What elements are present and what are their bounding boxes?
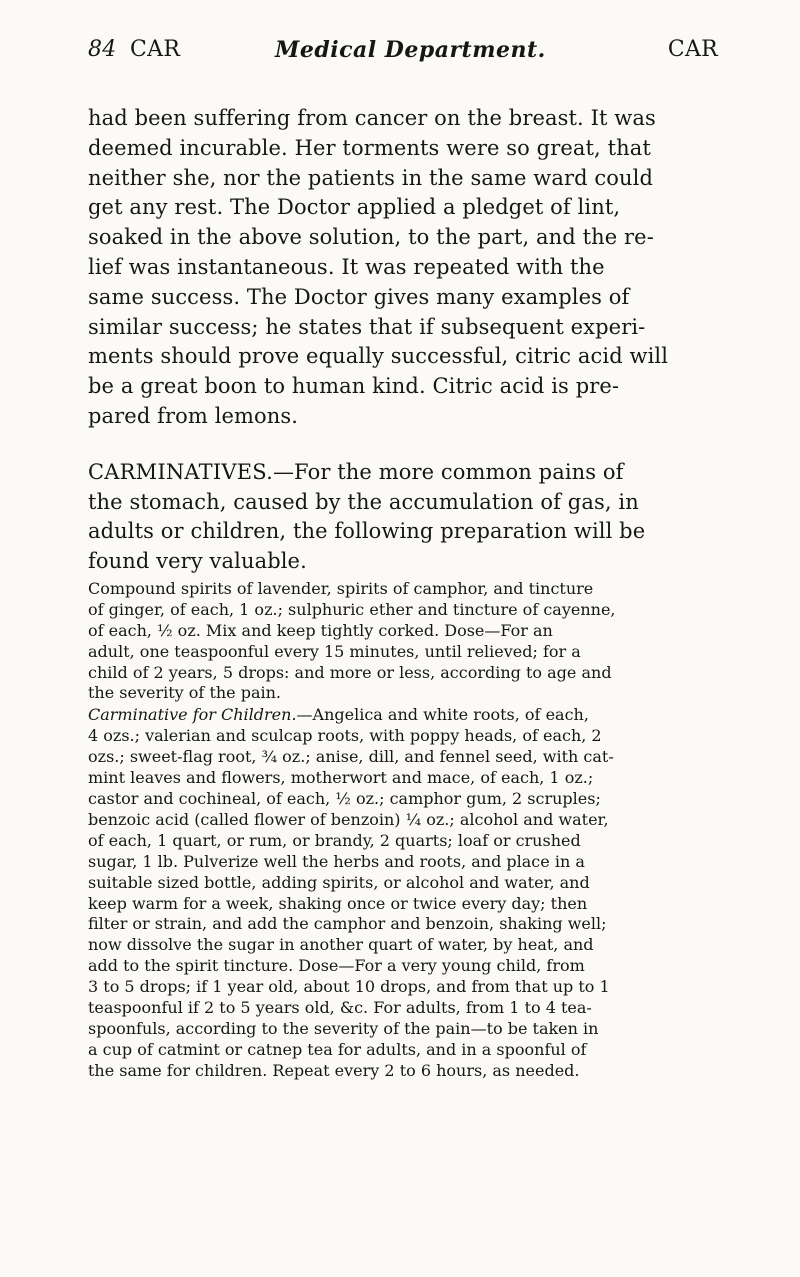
carminatives-first-line — [88, 458, 718, 488]
text-line: similar success; he states that if subsequent experi- — [88, 314, 646, 339]
text-line: of ginger, of each, 1 oz.; sulphuric ether and tincture of cayenne, — [88, 599, 616, 619]
text-line: pared from lemons. — [88, 403, 299, 428]
text-line: ments should prove equally successful, citric acid will — [88, 344, 669, 369]
text-line: filter or strain, and add the camphor and benzoin, shaking well; — [88, 914, 607, 934]
carminative-for-children-paragraph — [88, 705, 718, 1081]
text-line: soaked in the above solution, to the part, and the re- — [88, 225, 654, 250]
carminatives-heading-rest: —For the more common pains of — [272, 459, 624, 484]
text-line: keep warm for a week, shaking once or twice every day; then — [88, 893, 588, 913]
text-line: suitable sized bottle, adding spirits, or alcohol and water, and — [88, 872, 590, 892]
running-head-title: Medical Department. — [275, 37, 546, 63]
text-line: mint leaves and flowers, motherwort and mace, of each, 1 oz.; — [88, 768, 594, 788]
text-line: the stomach, caused by the accumulation of gas, in — [88, 489, 639, 514]
running-head-right-word: CAR — [667, 37, 718, 62]
running-head-left-word: CAR — [130, 37, 181, 62]
text-line: now dissolve the sugar in another quart of water, by heat, and — [88, 935, 594, 955]
text-line: the severity of the pain. — [88, 683, 282, 703]
text-line: had been suffering from cancer on the breast. It was — [88, 106, 656, 130]
text-line: a cup of catmint or catnep tea for adults, and in a spoonful of — [88, 1039, 587, 1059]
text-line: ozs.; sweet-flag root, ¾ oz.; anise, dill, and fennel seed, with cat- — [88, 747, 614, 767]
text-line: sugar, 1 lb. Pulverize well the herbs and roots, and place in a — [88, 851, 585, 871]
cancer-paragraph — [88, 104, 718, 432]
text-line: of each, 1 quart, or rum, or brandy, 2 quarts; loaf or crushed — [88, 830, 581, 850]
text-line: adult, one teaspoonful every 15 minutes, until relieved; for a — [88, 641, 581, 661]
text-line: benzoic acid (called flower of benzoin) ¼ oz.; alcohol and water, — [88, 809, 609, 829]
text-line: Compound spirits of lavender, spirits of camphor, and tincture — [88, 578, 594, 598]
children-heading-rest: —Angelica and white roots, of each, — [296, 705, 589, 725]
text-line: found very valuable. — [88, 549, 307, 574]
running-head — [88, 33, 718, 67]
text-line: same success. The Doctor gives many examples of — [88, 284, 630, 309]
text-line: of each, ½ oz. Mix and keep tightly corked. Dose—For an — [88, 620, 553, 640]
text-line: adults or children, the following preparation will be — [88, 519, 646, 544]
text-line: neither she, nor the patients in the same ward could — [88, 165, 654, 190]
text-line: get any rest. The Doctor applied a pledget of lint, — [88, 195, 621, 220]
text-line: 4 ozs.; valerian and sculcap roots, with poppy heads, of each, 2 — [88, 726, 602, 746]
carminatives-heading: CARMINATIVES. — [88, 459, 273, 484]
children-first-line — [88, 705, 718, 726]
text-line: be a great boon to human kind. Citric acid is pre- — [88, 374, 620, 399]
page-text-column — [88, 100, 718, 1082]
carminatives-paragraph — [88, 458, 718, 577]
text-line: 3 to 5 drops; if 1 year old, about 10 drops, and from that up to 1 — [88, 977, 610, 997]
text-line: add to the spirit tincture. Dose—For a very young child, from — [88, 956, 585, 976]
children-heading: Carminative for Children. — [88, 705, 297, 725]
text-line: child of 2 years, 5 drops: and more or less, according to age and — [88, 662, 612, 682]
text-line: teaspoonful if 2 to 5 years old, &c. For adults, from 1 to 4 tea- — [88, 998, 592, 1018]
compound-carminative-paragraph — [88, 579, 718, 704]
text-line: the same for children. Repeat every 2 to 6 hours, as needed. — [88, 1060, 580, 1080]
text-line: spoonfuls, according to the severity of the pain—to be taken in — [88, 1018, 599, 1038]
text-line: deemed incurable. Her torments were so great, that — [88, 135, 651, 160]
text-line: castor and cochineal, of each, ½ oz.; camphor gum, 2 scruples; — [88, 789, 601, 809]
page-number: 84 — [88, 37, 117, 62]
text-line: lief was instantaneous. It was repeated with the — [88, 254, 605, 279]
